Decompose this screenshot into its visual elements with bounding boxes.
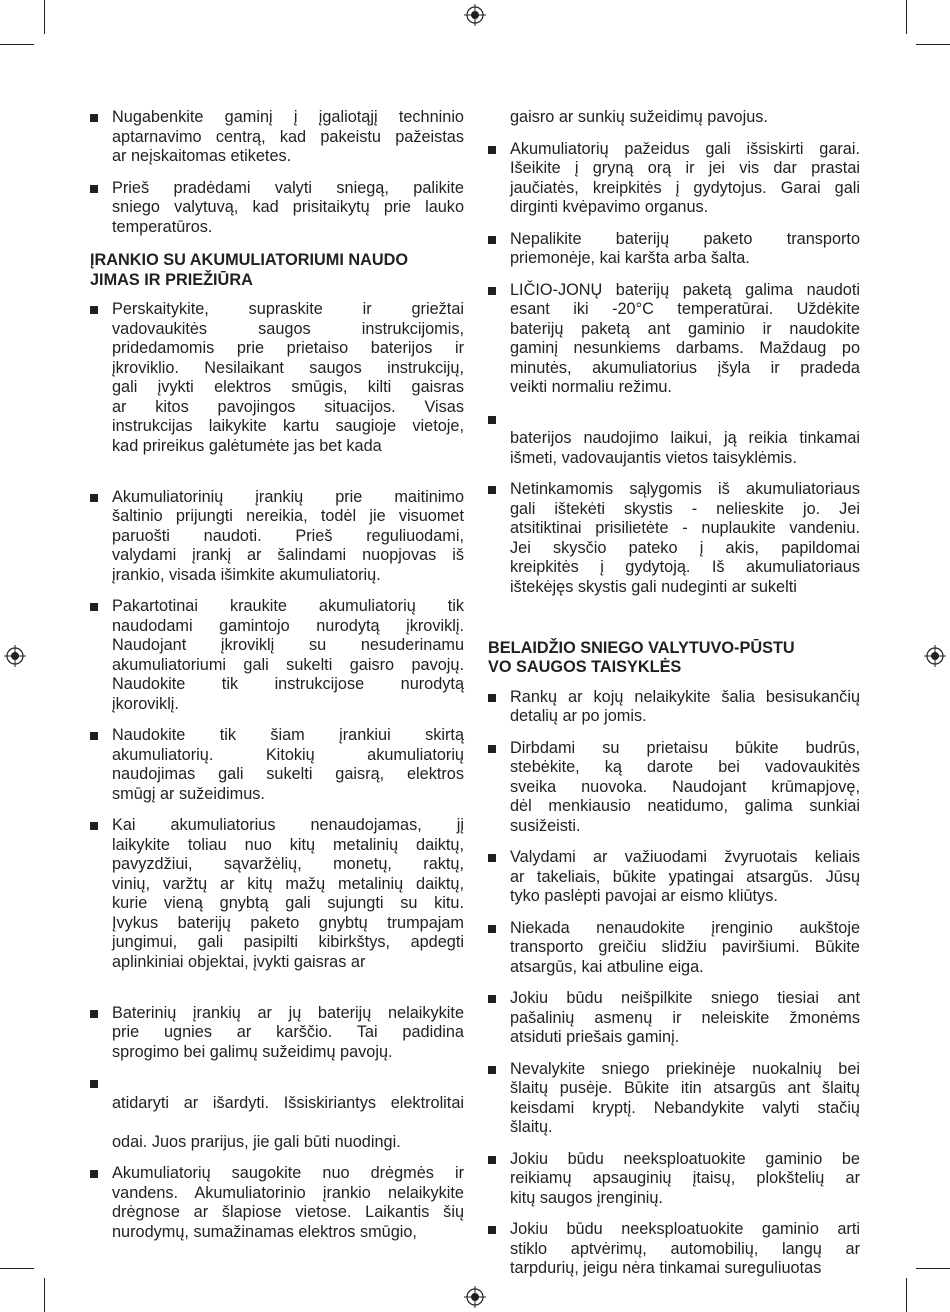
list-item-line: stebėkite, ką darote bei vadovaukitės bbox=[510, 758, 860, 776]
list-item-line: Jei skysčio pateko į akis, papildomai bbox=[510, 538, 860, 557]
square-bullet-icon bbox=[90, 494, 98, 502]
list-item-line: Naudokite tik šiam įrankiui skirtą bbox=[112, 726, 464, 744]
list-item-line: susižeisti. bbox=[510, 816, 581, 835]
list-item-line: naudojimas gali sukelti gaisrą, elektros bbox=[112, 765, 464, 783]
square-bullet-icon bbox=[90, 1010, 98, 1018]
list-item-line: jungimui, gali pasipilti kibirkštys, apdegti bbox=[112, 933, 464, 951]
list-item-line: minutės, akumuliatorius įšyla ir pradeda bbox=[510, 358, 860, 377]
list-item-line: gali įvykti elektros smūgis, kilti gaisras bbox=[112, 378, 464, 396]
list-item-line: Jokiu būdu neišpilkite sniego tiesiai ant bbox=[510, 989, 860, 1007]
list-item-line: vadovaukitės saugos instrukcijomis, bbox=[112, 319, 464, 338]
list-item-line: drėgnose ar šlapiose vietose. Laikantis šių bbox=[112, 1203, 464, 1221]
list-item-line: Perskaitykite, supraskite ir griežtai bbox=[112, 300, 464, 318]
list-item-line: priemonėje, kai karšta arba šalta. bbox=[510, 249, 750, 267]
left-items-top bbox=[90, 108, 464, 237]
list-item-line: Niekada nenaudokite įrenginio aukštoje bbox=[510, 918, 860, 937]
list-item bbox=[488, 410, 860, 469]
list-item-line: stiklo aptvėrimų, automobilių, langų ar bbox=[510, 1239, 860, 1258]
registration-mark-bottom-icon bbox=[464, 1286, 486, 1308]
list-item-line: LIČIO-JONŲ baterijų paketą galima naudoti bbox=[510, 280, 860, 299]
list-item-line: pavyzdžiui, sąvaržėlių, monetų, raktų, bbox=[112, 855, 464, 873]
list-item-line: gaminį nesunkiems darbams. Maždaug po bbox=[510, 339, 860, 357]
list-item-line: transporto greičiu slidžiu paviršiumi. Būkite bbox=[510, 938, 860, 956]
right-items-top bbox=[488, 140, 860, 617]
heading-line: ĮRANKIO SU AKUMULIATORIUMI NAUDO bbox=[90, 251, 409, 269]
list-item-line: ar neįskaitomas etiketes. bbox=[112, 147, 292, 165]
list-item-line: kitų saugos įrenginių. bbox=[510, 1188, 663, 1207]
list-item bbox=[488, 848, 860, 907]
section-heading-battery-tool bbox=[90, 251, 464, 290]
square-bullet-icon bbox=[90, 732, 98, 740]
square-bullet-icon bbox=[90, 822, 98, 830]
list-item-line: instrukcijas laikykite kartu saugioje vietoje, bbox=[112, 417, 464, 435]
list-item bbox=[90, 597, 464, 714]
list-item-line: laikykite toliau nuo kitų metalinių daiktų, bbox=[112, 835, 464, 854]
list-item bbox=[488, 1060, 860, 1138]
list-item-line: esant iki -20°C temperatūrai. Uždėkite bbox=[510, 300, 860, 318]
square-bullet-icon bbox=[488, 694, 496, 702]
list-item-line: temperatūros. bbox=[112, 217, 213, 236]
right-column bbox=[488, 108, 860, 1291]
list-item-line: odai. Juos prarijus, jie gali būti nuodingi. bbox=[112, 1132, 401, 1151]
square-bullet-icon bbox=[90, 1080, 98, 1088]
square-bullet-icon bbox=[488, 745, 496, 753]
list-item-line: detalių ar po jomis. bbox=[510, 707, 647, 725]
square-bullet-icon bbox=[488, 1066, 496, 1074]
section-heading-snow-blower-safety bbox=[488, 639, 860, 678]
list-item bbox=[90, 488, 464, 586]
list-item-line: įkoroviklį. bbox=[112, 694, 179, 713]
list-item-line: gali ištekėti skystis - nelieskite jo. Jei bbox=[510, 499, 860, 518]
list-item-line: ar kitos pavojingos situacijos. Visas bbox=[112, 397, 464, 416]
square-bullet-icon bbox=[90, 114, 98, 122]
list-item-line: atsargūs, kai atbuline eiga. bbox=[510, 957, 704, 976]
list-item-line: ar takeliais, būkite ypatingai atsargūs. Jūsų bbox=[510, 867, 860, 886]
list-item-line bbox=[112, 972, 464, 992]
list-item-line: Nevalykite sniego priekinėje nuokalnių bei bbox=[510, 1059, 860, 1078]
left-column bbox=[90, 108, 464, 1254]
list-item-line: veikti normaliu režimu. bbox=[510, 378, 672, 396]
list-item-line: keisdami kryptį. Nebandykite valyti stačių bbox=[510, 1098, 860, 1117]
list-item-line: Dirbdami su prietaisu būkite budrūs, bbox=[510, 738, 860, 757]
list-item bbox=[90, 1004, 464, 1063]
square-bullet-icon bbox=[90, 306, 98, 314]
square-bullet-icon bbox=[488, 854, 496, 862]
list-item-line: smūgį ar sužeidimus. bbox=[112, 784, 265, 803]
square-bullet-icon bbox=[90, 185, 98, 193]
list-item-line: Prieš pradėdami valyti sniegą, palikite bbox=[112, 178, 464, 197]
square-bullet-icon bbox=[488, 1226, 496, 1234]
registration-mark-top-icon bbox=[464, 4, 486, 26]
list-item-line: Naudokite tik instrukcijose nurodytą bbox=[112, 675, 464, 693]
list-item-line: pašalinių asmenų ir neleiskite žmonėms bbox=[510, 1008, 860, 1027]
list-item-line: Kai akumuliatorius nenaudojamas, jį bbox=[112, 816, 464, 834]
list-item-line: dėl menkiausio neatidumo, galima sunkiai bbox=[510, 797, 860, 815]
list-item-line: nurodymų, sumažinamas elektros smūgio, bbox=[112, 1222, 417, 1241]
list-item-line: Jokiu būdu neeksploatuokite gaminio arti bbox=[510, 1220, 860, 1238]
list-item-line: baterijų paketą ant gaminio ir naudokite bbox=[510, 319, 860, 338]
continuation-text: gaisro ar sunkių sužeidimų pavojus. bbox=[510, 108, 768, 126]
list-item bbox=[90, 1164, 464, 1242]
list-item-line: Netinkamomis sąlygomis iš akumuliatoriaus bbox=[510, 480, 860, 498]
crop-mark-bottom-left bbox=[44, 1278, 45, 1312]
list-item-line: įkroviklio. Nesilaikant saugos instrukcijų, bbox=[112, 358, 464, 377]
list-item bbox=[90, 300, 464, 476]
list-item-line: šaltinio prijungti nereikia, todėl jie visuomet bbox=[112, 507, 464, 525]
left-items-bottom bbox=[90, 300, 464, 1242]
crop-mark-bottom-right-h bbox=[916, 1268, 950, 1269]
list-item-line: įrankio, visada išimkite akumuliatorių. bbox=[112, 565, 381, 584]
list-item-line: kurie vieną gnybtą gali sujungti su kitu. bbox=[112, 894, 464, 912]
list-item-line: kad prireikus galėtumėte jas bet kada bbox=[112, 436, 382, 455]
list-item-line: Akumuliatorių pažeidus gali išsiskirti garai. bbox=[510, 139, 860, 158]
list-item-line bbox=[112, 1113, 464, 1133]
list-item-line: išmeti, vadovaujantis vietos taisyklėmis. bbox=[510, 448, 797, 467]
square-bullet-icon bbox=[488, 287, 496, 295]
list-item bbox=[488, 140, 860, 218]
square-bullet-icon bbox=[488, 925, 496, 933]
list-item-line: reikiamų apsauginių įtaisų, plokštelių ar bbox=[510, 1169, 860, 1187]
square-bullet-icon bbox=[488, 236, 496, 244]
square-bullet-icon bbox=[488, 486, 496, 494]
list-item-line: kreipkitės į gydytoją. Iš akumuliatoriaus bbox=[510, 558, 860, 576]
list-item-line: atsiduti priešais gaminį. bbox=[510, 1028, 680, 1046]
list-item-line: Akumuliatorių saugokite nuo drėgmės ir bbox=[112, 1164, 464, 1182]
list-item bbox=[90, 816, 464, 992]
list-item bbox=[90, 108, 464, 167]
list-item-line: sveika nuovoka. Naudojant krūmapjovę, bbox=[510, 777, 860, 796]
list-item-line: aptarnavimo centrą, kad pakeistu pažeistas bbox=[112, 127, 464, 146]
list-item-line: pridedamomis prie prietaiso baterijos ir bbox=[112, 339, 464, 357]
list-item-line bbox=[112, 1074, 464, 1094]
list-item-line: Naudojant įkroviklį su nesuderinamu bbox=[112, 636, 464, 654]
list-item bbox=[90, 726, 464, 804]
list-item-line bbox=[510, 597, 860, 617]
registration-mark-left-icon bbox=[4, 645, 26, 667]
list-item-line: tarpdurių, jeigu nėra tinkamai sureguliuotas bbox=[510, 1259, 822, 1277]
square-bullet-icon bbox=[90, 603, 98, 611]
list-item-line: akumuliatorių. Kitokių akumuliatorių bbox=[112, 745, 464, 764]
list-item-line: vandens. Akumuliatorinio įrankio nelaikykite bbox=[112, 1183, 464, 1202]
list-item bbox=[488, 480, 860, 617]
right-items-bottom bbox=[488, 688, 860, 1279]
list-item-line: šlaitų. bbox=[510, 1118, 553, 1136]
list-item-line: Akumuliatorinių įrankių prie maitinimo bbox=[112, 487, 464, 506]
list-item-line: valydami įrankį ar šalindami nuopjovas iš bbox=[112, 546, 464, 564]
list-item-line: sprogimo bei galimų sužeidimų pavojų. bbox=[112, 1042, 393, 1061]
list-item bbox=[90, 1074, 464, 1152]
list-item-line: Baterinių įrankių ar jų baterijų nelaikykite bbox=[112, 1003, 464, 1022]
list-item-line: sniego valytuvą, kad prisitaikytų prie lauko bbox=[112, 198, 464, 216]
list-item bbox=[488, 1220, 860, 1279]
crop-mark-top-right bbox=[906, 0, 907, 34]
list-item-line: Nugabenkite gaminį į įgaliotąjį techninio bbox=[112, 108, 464, 126]
list-item-line: Jokiu būdu neeksploatuokite gaminio be bbox=[510, 1149, 860, 1168]
list-item-line: atidaryti ar išardyti. Išsiskiriantys elektrolitai bbox=[112, 1093, 464, 1112]
list-item bbox=[488, 919, 860, 978]
list-item-line: Įvykus baterijų paketo gnybtų trumpajam bbox=[112, 913, 464, 932]
crop-mark-top-left-h bbox=[0, 44, 34, 45]
crop-mark-bottom-right bbox=[906, 1278, 907, 1312]
square-bullet-icon bbox=[488, 1156, 496, 1164]
list-item-line: Išeikite į gryną orą ir jei vis dar prastai bbox=[510, 159, 860, 177]
crop-mark-top-left bbox=[44, 0, 45, 34]
list-item bbox=[488, 688, 860, 727]
heading-line: BELAIDŽIO SNIEGO VALYTUVO-PŪSTU bbox=[488, 638, 795, 657]
registration-mark-right-icon bbox=[924, 645, 946, 667]
list-item-line: paruošti naudoti. Prieš reguliuodami, bbox=[112, 526, 464, 545]
list-item bbox=[488, 281, 860, 398]
list-item bbox=[488, 739, 860, 837]
list-item-line: dirginti kvėpavimo organus. bbox=[510, 198, 709, 216]
crop-mark-bottom-left-h bbox=[0, 1268, 34, 1269]
list-item-line: šlaitų pusėje. Būkite itin atsargūs ant šlaitų bbox=[510, 1079, 860, 1097]
crop-mark-top-right-h bbox=[916, 44, 950, 45]
list-item-line: naudodami gamintojo nurodytą įkroviklį. bbox=[112, 616, 464, 635]
list-item-line: vinių, varžtų ar kitų mažų metalinių daiktų, bbox=[112, 874, 464, 893]
list-item-line: ištekėjęs skystis gali nudeginti ar sukelti bbox=[510, 577, 797, 596]
list-item-line: atsitiktinai prisilietėte - nuplaukite vandeniu. bbox=[510, 519, 860, 537]
list-item-line: jaučiatės, kreipkitės į gydytojus. Garai gali bbox=[510, 178, 860, 197]
list-item-line: aplinkiniai objektai, įvykti gaisras ar bbox=[112, 952, 366, 971]
list-item-line: Pakartotinai kraukite akumuliatorių tik bbox=[112, 597, 464, 615]
list-item bbox=[488, 1150, 860, 1209]
list-item bbox=[90, 179, 464, 238]
square-bullet-icon bbox=[488, 995, 496, 1003]
list-item-line: Valydami ar važiuodami žvyruotais keliais bbox=[510, 848, 860, 866]
list-item-line bbox=[112, 456, 464, 476]
list-item bbox=[488, 230, 860, 269]
list-item-line: tyko paslėpti pavojai ar eismo kliūtys. bbox=[510, 887, 778, 905]
square-bullet-icon bbox=[90, 1170, 98, 1178]
heading-line: JIMAS IR PRIEŽIŪRA bbox=[90, 270, 253, 289]
list-item bbox=[488, 989, 860, 1048]
list-item-line bbox=[510, 410, 860, 430]
list-item-line: Rankų ar kojų nelaikykite šalia besisukančių bbox=[510, 687, 860, 706]
list-item-line: Nepalikite baterijų paketo transporto bbox=[510, 229, 860, 248]
list-item-line: prie ugnies ar karščio. Tai padidina bbox=[112, 1023, 464, 1041]
list-item-line: akumuliatoriumi gali sukelti gaisro pavojų. bbox=[112, 655, 464, 674]
square-bullet-icon bbox=[488, 416, 496, 424]
list-item-line: baterijos naudojimo laikui, ją reikia tinkamai bbox=[510, 429, 860, 447]
square-bullet-icon bbox=[488, 146, 496, 154]
heading-line: VO SAUGOS TAISYKLĖS bbox=[488, 658, 682, 676]
